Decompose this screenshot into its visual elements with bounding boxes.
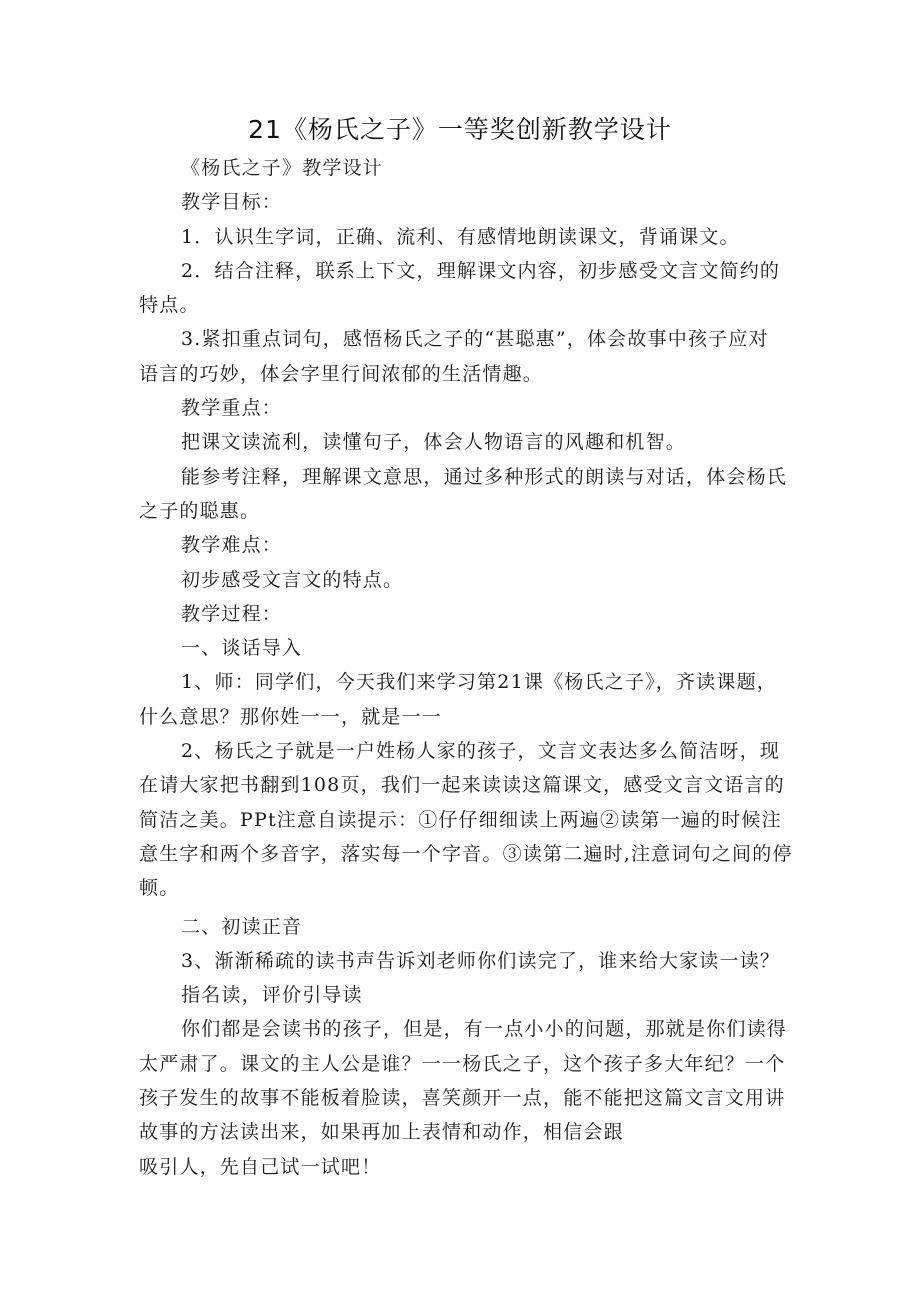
key-point-1: 把课文读流利，读懂句子，体会人物语言的风趣和机智。 xyxy=(181,431,687,454)
difficulty-1: 初步感受文言文的特点。 xyxy=(181,568,404,591)
step-1: 1、师：同学们，今天我们来学习第21课《杨氏之子》，齐读课题， xyxy=(181,671,777,694)
subtitle-line: 《杨氏之子》教学设计 xyxy=(181,157,384,179)
section-1-heading: 一、谈话导入 xyxy=(181,637,303,660)
document-title: 21《杨氏之子》一等奖创新教学设计 xyxy=(248,115,672,144)
heading-key-points: 教学重点： xyxy=(181,397,283,420)
goal-3: 3.紧扣重点词句，感悟杨氏之子的“甚聪惠”，体会故事中孩子应对 xyxy=(181,328,769,351)
paragraph-reading-cont-4: 吸引人，先自己试一试吧！ xyxy=(139,1155,382,1178)
step-2: 2、杨氏之子就是一户姓杨人家的孩子，文言文表达多么简洁呀，现 xyxy=(181,740,781,763)
step-2-cont-4: 顿。 xyxy=(139,877,180,900)
goal-2: 2．结合注释，联系上下文，理解课文内容，初步感受文言文简约的 xyxy=(181,259,781,282)
key-point-2: 能参考注释，理解课文意思，通过多种形式的朗读与对话，体会杨氏 xyxy=(181,465,788,488)
step-2-cont-3: 意生字和两个多音字，落实每一个字音。③读第二遍时,注意词句之间的停 xyxy=(139,842,793,865)
heading-difficulties: 教学难点： xyxy=(181,534,283,557)
step-2-cont-2: 简洁之美。PPt注意自读提示：①仔仔细细读上两遍②读第一遍的时候注 xyxy=(139,808,782,831)
goal-1: 1．认识生字词，正确、流利、有感情地朗读课文，背诵课文。 xyxy=(181,225,740,248)
paragraph-reading: 你们都是会读书的孩子，但是，有一点小小的问题，那就是你们读得 xyxy=(181,1018,788,1041)
step-2-cont-1: 在请大家把书翻到108页，我们一起来读读这篇课文，感受文言文语言的 xyxy=(139,774,785,797)
paragraph-reading-cont-1: 太严肃了。课文的主人公是谁？一一杨氏之子，这个孩子多大年纪？一个 xyxy=(139,1052,786,1075)
key-point-2-cont: 之子的聪惠。 xyxy=(139,499,261,522)
heading-process: 教学过程： xyxy=(181,602,283,625)
step-3-note: 指名读，评价引导读 xyxy=(181,984,363,1007)
step-1-cont: 什么意思？那你姓一一，就是一一 xyxy=(139,705,443,728)
step-3: 3、渐渐稀疏的读书声告诉刘老师你们读完了，谁来给大家读一读？ xyxy=(181,949,781,972)
paragraph-reading-cont-3: 故事的方法读出来，如果再加上表情和动作，相信会跟 xyxy=(139,1121,624,1144)
goal-3-cont: 语言的巧妙，体会字里行间浓郁的生活情趣。 xyxy=(139,362,544,385)
heading-teaching-goals: 教学目标： xyxy=(181,191,283,214)
goal-2-cont: 特点。 xyxy=(139,294,200,317)
paragraph-reading-cont-2: 孩子发生的故事不能板着脸读，喜笑颜开一点，能不能把这篇文言文用讲 xyxy=(139,1087,786,1110)
document-body xyxy=(139,151,793,1184)
section-2-heading: 二、初读正音 xyxy=(181,915,303,938)
